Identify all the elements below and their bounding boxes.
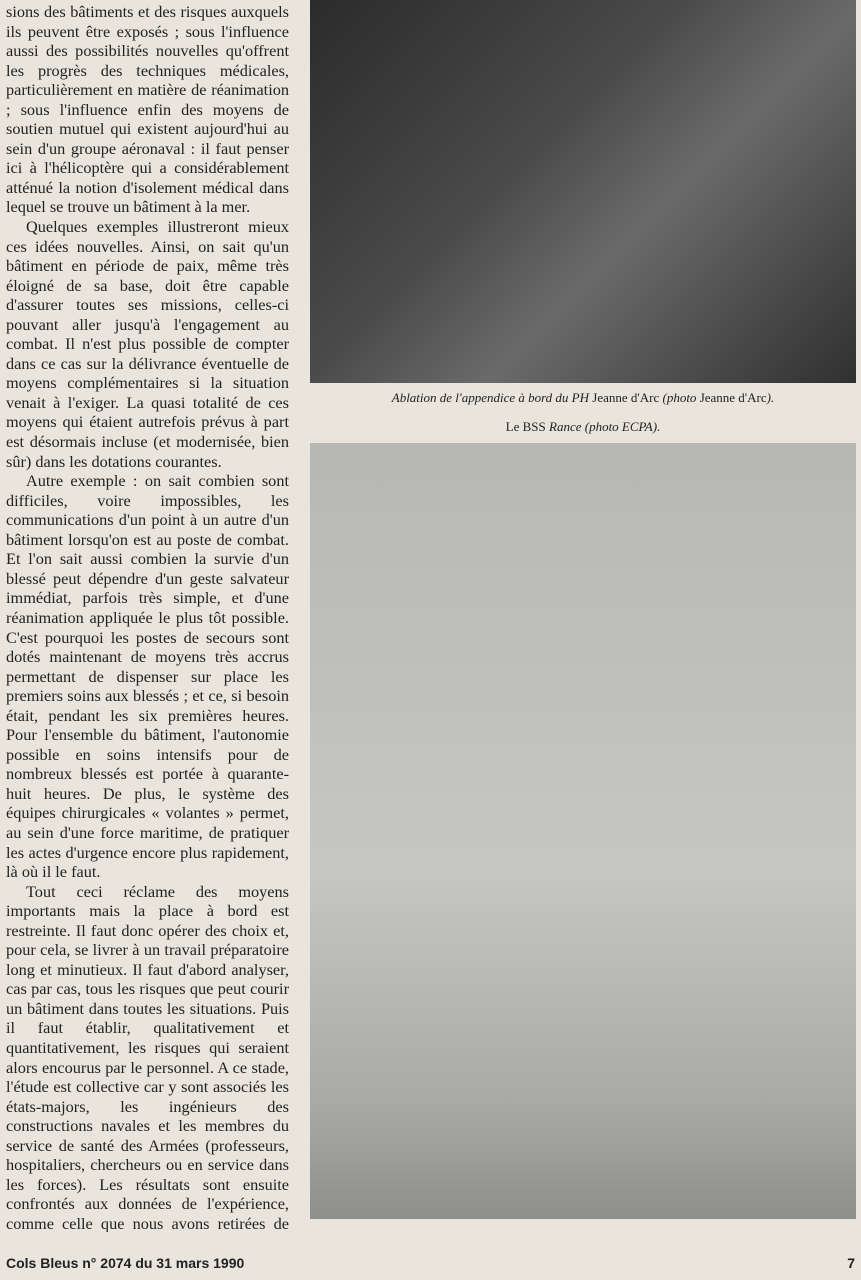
caption-text: Ablation de l'appendice à bord du PH <box>391 390 593 405</box>
ship-photo-caption <box>310 419 856 435</box>
publication-info: Cols Bleus n° 2074 du 31 mars 1990 <box>6 1255 245 1271</box>
caption-ship-name: Jeanne d'Arc <box>592 390 660 405</box>
caption-text: (photo ECPA). <box>581 419 661 434</box>
page-number: 7 <box>847 1255 855 1271</box>
surgery-photo-caption <box>310 390 856 406</box>
ship-photo <box>310 443 856 1219</box>
article-paragraph-3: Autre exemple : on sait combien sont difficiles, voire impossibles, les communications d'un point à un autre d'un bâtiment lorsqu'on est au poste de combat. Et l'on sait aussi combien la survie d'un blessé peut dépendre d'un geste salvateur immédiat, parfois très simple, et d'une réanimation appliquée le plus tôt possible. C'est pourquoi les postes de secours sont dotés maintenant de moyens très accrus permettant de dispenser sur place les premiers soins aux blessés ; et ce, si besoin était, pendant les six premières heures. Pour l'ensemble du bâtiment, l'autonomie possible en soins intensifs pour de nombreux blessés est portée à quarante-huit heures. De plus, le système des équipes chirurgicales « volantes » permet, au sein d'une force maritime, de pratiquer les actes d'urgence encore plus rapidement, là où il le faut. <box>6 471 289 882</box>
article-paragraph-2: Quelques exemples illustreront mieux ces idées nouvelles. Ainsi, on sait qu'un bâtiment en période de paix, même très éloigné de sa base, doit être capable d'assurer toutes ses missions, celles-ci pouvant aller jusqu'à l'engagement au combat. Il n'est plus possible de compter dans ce cas sur la délivrance éventuelle de moyens complémentaires si la situation venait à l'exiger. La quasi totalité de ces moyens qui étaient autrefois prévus à part est désormais incluse (et modernisée, bien sûr) dans les dotations courantes. <box>6 217 289 471</box>
page-footer <box>6 1255 855 1271</box>
article-paragraph-1: sions des bâtiments et des risques auxquels ils peuvent être exposés ; sous l'influence aussi des possibilités nouvelles qu'offrent les progrès des techniques médicales, particulièrement en matière de réanimation ; sous l'influence enfin des moyens de soutien mutuel qui existent aujourd'hui au sein d'un groupe aéronaval : il faut penser ici à l'hélicoptère qui a considérablement atténué la notion d'isolement médical dans lequel se trouve un bâtiment à la mer. <box>6 2 289 217</box>
caption-ship-name: Rance <box>549 419 582 434</box>
article-column <box>6 2 289 1232</box>
article-paragraph-4: Tout ceci réclame des moyens importants mais la place à bord est restreinte. Il faut donc opérer des choix et, pour cela, se livrer à un travail préparatoire long et minutieux. Il faut d'abord analyser, cas par cas, tous les risques que peut courir un bâtiment dans toutes les situations. Puis il faut établir, qualitativement et quantitativement, les risques qui seraient alors encourus par le personnel. A ce stade, l'étude est collective car y sont associés les états-majors, les ingénieurs des constructions navales et les membres du service de santé des Armées (professeurs, hospitaliers, chercheurs ou en service dans les forces). Les résultats sont ensuite confrontés aux données de l'expérience, comme celle que nous avons retirées de <box>6 881 289 1232</box>
caption-text: ). <box>766 390 775 405</box>
caption-ship-name: Jeanne d'Arc <box>699 390 767 405</box>
surgery-photo <box>310 0 856 383</box>
caption-text: (photo <box>659 390 700 405</box>
caption-text: Le BSS <box>505 419 549 434</box>
